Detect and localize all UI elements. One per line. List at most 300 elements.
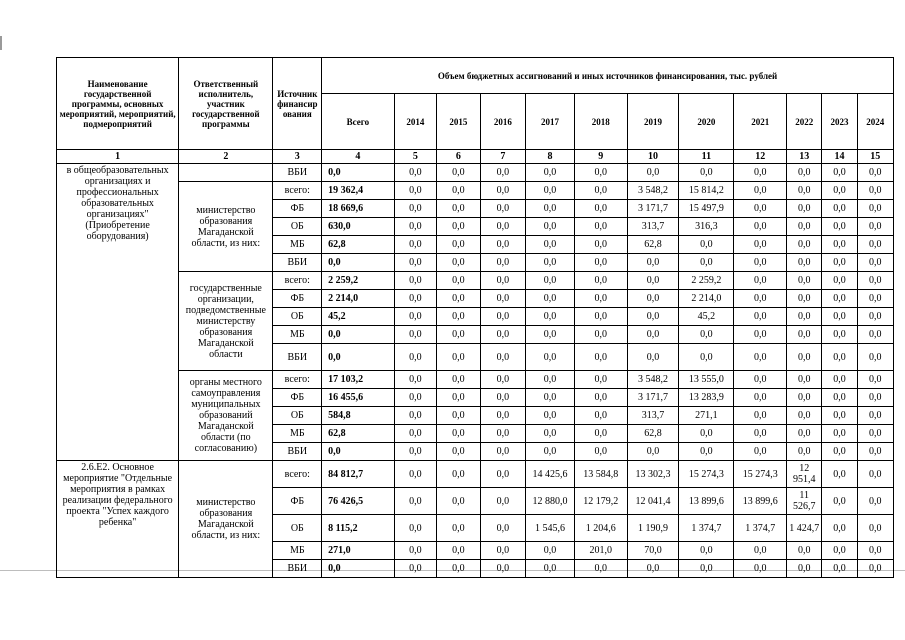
total-value: 45,2: [322, 308, 395, 326]
header-year: 2016: [480, 94, 526, 150]
year-value: 0,0: [394, 371, 436, 389]
year-value: 0,0: [480, 308, 526, 326]
year-value: 0,0: [627, 272, 679, 290]
year-value: 0,0: [526, 218, 575, 236]
header-program-name: Наименование государственной программы, основных мероприятий, мероприятий, подмероприятий: [57, 58, 179, 150]
header-executor: Ответственный исполнитель, участник государственной программы: [179, 58, 273, 150]
year-value: 0,0: [857, 371, 893, 389]
year-value: 1 190,9: [627, 515, 679, 542]
year-value: 0,0: [822, 542, 857, 560]
year-value: 14 425,6: [526, 461, 575, 488]
table-row: [57, 272, 894, 290]
year-value: 0,0: [734, 200, 787, 218]
year-value: 0,0: [437, 515, 481, 542]
year-value: 0,0: [679, 164, 734, 182]
source-type: МБ: [273, 326, 322, 344]
header-year: 2023: [822, 94, 857, 150]
year-value: 0,0: [734, 308, 787, 326]
year-value: 0,0: [437, 164, 481, 182]
year-value: 0,0: [394, 236, 436, 254]
year-value: 0,0: [822, 182, 857, 200]
year-value: 0,0: [526, 236, 575, 254]
year-value: 0,0: [526, 254, 575, 272]
year-value: 0,0: [526, 443, 575, 461]
year-value: 0,0: [857, 236, 893, 254]
year-value: 316,3: [679, 218, 734, 236]
year-value: 0,0: [787, 560, 822, 578]
year-value: 0,0: [679, 236, 734, 254]
year-value: 0,0: [857, 326, 893, 344]
source-type: ВБИ: [273, 443, 322, 461]
year-value: 0,0: [679, 542, 734, 560]
year-value: 0,0: [574, 560, 627, 578]
year-value: 0,0: [734, 182, 787, 200]
source-type: ОБ: [273, 407, 322, 425]
year-value: 0,0: [857, 389, 893, 407]
year-value: 0,0: [574, 389, 627, 407]
year-value: 0,0: [857, 344, 893, 371]
column-number: 13: [787, 150, 822, 164]
year-value: 0,0: [857, 290, 893, 308]
year-value: 0,0: [787, 308, 822, 326]
year-value: 0,0: [526, 389, 575, 407]
source-type: МБ: [273, 542, 322, 560]
year-value: 0,0: [526, 182, 575, 200]
year-value: 0,0: [437, 560, 481, 578]
year-value: 0,0: [822, 290, 857, 308]
column-number: 1: [57, 150, 179, 164]
year-value: 0,0: [480, 272, 526, 290]
year-value: 0,0: [526, 371, 575, 389]
year-value: 0,0: [437, 488, 481, 515]
year-value: 1 204,6: [574, 515, 627, 542]
source-type: ВБИ: [273, 344, 322, 371]
year-value: 0,0: [627, 443, 679, 461]
column-number-row: [57, 150, 894, 164]
year-value: 0,0: [480, 515, 526, 542]
year-value: 0,0: [734, 542, 787, 560]
year-value: 15 497,9: [679, 200, 734, 218]
year-value: 15 274,3: [679, 461, 734, 488]
year-value: 0,0: [437, 326, 481, 344]
year-value: 0,0: [480, 488, 526, 515]
year-value: 0,0: [574, 308, 627, 326]
year-value: 0,0: [857, 425, 893, 443]
column-number: 2: [179, 150, 273, 164]
year-value: 0,0: [822, 344, 857, 371]
year-value: 0,0: [526, 542, 575, 560]
source-type: ВБИ: [273, 164, 322, 182]
year-value: 0,0: [480, 254, 526, 272]
year-value: 70,0: [627, 542, 679, 560]
total-value: 84 812,7: [322, 461, 395, 488]
year-value: 0,0: [437, 236, 481, 254]
year-value: 0,0: [394, 308, 436, 326]
year-value: 13 899,6: [734, 488, 787, 515]
margin-mark: [0, 36, 2, 50]
year-value: 0,0: [627, 308, 679, 326]
year-value: 11 526,7: [787, 488, 822, 515]
total-value: 19 362,4: [322, 182, 395, 200]
year-value: 3 548,2: [627, 182, 679, 200]
year-value: 0,0: [857, 308, 893, 326]
year-value: 0,0: [394, 425, 436, 443]
source-type: МБ: [273, 425, 322, 443]
year-value: 0,0: [526, 272, 575, 290]
year-value: 12 179,2: [574, 488, 627, 515]
year-value: 313,7: [627, 218, 679, 236]
total-value: 17 103,2: [322, 371, 395, 389]
total-value: 16 455,6: [322, 389, 395, 407]
year-value: 0,0: [437, 182, 481, 200]
table-row: [57, 461, 894, 488]
year-value: 0,0: [480, 425, 526, 443]
year-value: 0,0: [734, 254, 787, 272]
header-budget-group: Объем бюджетных ассигнований и иных источников финансирования, тыс. рублей: [322, 58, 894, 94]
year-value: 0,0: [574, 272, 627, 290]
year-value: 0,0: [437, 200, 481, 218]
year-value: 0,0: [857, 182, 893, 200]
header-year: 2017: [526, 94, 575, 150]
year-value: 0,0: [734, 326, 787, 344]
year-value: 0,0: [480, 344, 526, 371]
year-value: 0,0: [526, 308, 575, 326]
year-value: 0,0: [480, 389, 526, 407]
year-value: 0,0: [627, 254, 679, 272]
total-value: 584,8: [322, 407, 395, 425]
executor-cell: государственные организации, подведомственные министерству образования Магаданской области: [179, 272, 273, 371]
year-value: 0,0: [787, 254, 822, 272]
year-value: 0,0: [394, 218, 436, 236]
year-value: 0,0: [734, 425, 787, 443]
year-value: 0,0: [437, 308, 481, 326]
year-value: 0,0: [480, 461, 526, 488]
year-value: 1 424,7: [787, 515, 822, 542]
year-value: 0,0: [394, 254, 436, 272]
year-value: 0,0: [822, 560, 857, 578]
source-type: всего:: [273, 371, 322, 389]
year-value: 0,0: [787, 425, 822, 443]
year-value: 0,0: [822, 461, 857, 488]
column-number: 3: [273, 150, 322, 164]
source-type: ФБ: [273, 200, 322, 218]
source-type: всего:: [273, 272, 322, 290]
year-value: 0,0: [679, 344, 734, 371]
year-value: 0,0: [526, 344, 575, 371]
year-value: 0,0: [574, 218, 627, 236]
year-value: 0,0: [574, 443, 627, 461]
year-value: 0,0: [787, 164, 822, 182]
year-value: 0,0: [734, 218, 787, 236]
year-value: 0,0: [394, 326, 436, 344]
year-value: 0,0: [822, 389, 857, 407]
year-value: 0,0: [734, 407, 787, 425]
year-value: 0,0: [574, 407, 627, 425]
year-value: 0,0: [734, 371, 787, 389]
table-row: [57, 164, 894, 182]
source-type: ФБ: [273, 488, 322, 515]
executor-cell: органы местного самоуправления муниципальных образований Магаданской области (по согласованию): [179, 371, 273, 461]
column-number: 14: [822, 150, 857, 164]
program-name-cell: в общеобразовательных организациях и профессиональных образовательных организациях" (Приобретение оборудования): [57, 164, 179, 461]
year-value: 13 584,8: [574, 461, 627, 488]
source-type: ФБ: [273, 389, 322, 407]
year-value: 15 814,2: [679, 182, 734, 200]
header-year: 2018: [574, 94, 627, 150]
year-value: 0,0: [857, 461, 893, 488]
year-value: 0,0: [480, 542, 526, 560]
year-value: 0,0: [437, 389, 481, 407]
year-value: 0,0: [574, 164, 627, 182]
year-value: 0,0: [480, 182, 526, 200]
year-value: 0,0: [394, 164, 436, 182]
total-value: 62,8: [322, 425, 395, 443]
column-number: 9: [574, 150, 627, 164]
total-value: 0,0: [322, 344, 395, 371]
column-number: 10: [627, 150, 679, 164]
year-value: 0,0: [437, 254, 481, 272]
year-value: 201,0: [574, 542, 627, 560]
year-value: 0,0: [734, 290, 787, 308]
source-type: МБ: [273, 236, 322, 254]
year-value: 0,0: [394, 182, 436, 200]
year-value: 0,0: [679, 326, 734, 344]
total-value: 0,0: [322, 164, 395, 182]
year-value: 62,8: [627, 425, 679, 443]
year-value: 0,0: [526, 290, 575, 308]
year-value: 0,0: [394, 200, 436, 218]
header-year: 2020: [679, 94, 734, 150]
year-value: 1 545,6: [526, 515, 575, 542]
column-number: 6: [437, 150, 481, 164]
year-value: 12 880,0: [526, 488, 575, 515]
year-value: 0,0: [822, 272, 857, 290]
year-value: 0,0: [480, 560, 526, 578]
year-value: 0,0: [394, 515, 436, 542]
year-value: 0,0: [574, 290, 627, 308]
year-value: 0,0: [394, 443, 436, 461]
program-name-cell: 2.6.Е2. Основное мероприятие "Отдельные мероприятия в рамках реализации федерального проекта "Успех каждого ребенка": [57, 461, 179, 578]
year-value: 0,0: [480, 200, 526, 218]
year-value: 0,0: [857, 560, 893, 578]
year-value: 0,0: [734, 236, 787, 254]
year-value: 0,0: [679, 560, 734, 578]
year-value: 271,1: [679, 407, 734, 425]
header-year: 2022: [787, 94, 822, 150]
column-number: 8: [526, 150, 575, 164]
year-value: 0,0: [526, 164, 575, 182]
year-value: 0,0: [394, 461, 436, 488]
year-value: 0,0: [437, 218, 481, 236]
year-value: 0,0: [627, 290, 679, 308]
year-value: 0,0: [679, 425, 734, 443]
budget-table: [56, 57, 894, 578]
year-value: 2 214,0: [679, 290, 734, 308]
year-value: 0,0: [574, 326, 627, 344]
column-number: 5: [394, 150, 436, 164]
year-value: 0,0: [857, 515, 893, 542]
year-value: 1 374,7: [679, 515, 734, 542]
year-value: 0,0: [437, 542, 481, 560]
year-value: 0,0: [574, 371, 627, 389]
header-total: Всего: [322, 94, 395, 150]
year-value: 0,0: [480, 407, 526, 425]
year-value: 0,0: [787, 200, 822, 218]
total-value: 2 259,2: [322, 272, 395, 290]
year-value: 0,0: [857, 164, 893, 182]
source-type: ОБ: [273, 515, 322, 542]
year-value: 0,0: [394, 272, 436, 290]
header-source: Источник финансирования: [273, 58, 322, 150]
year-value: 1 374,7: [734, 515, 787, 542]
header-year: 2014: [394, 94, 436, 150]
year-value: 62,8: [627, 236, 679, 254]
year-value: 0,0: [787, 542, 822, 560]
year-value: 0,0: [437, 290, 481, 308]
column-number: 12: [734, 150, 787, 164]
executor-cell: министерство образования Магаданской области, из них:: [179, 461, 273, 578]
source-type: ОБ: [273, 218, 322, 236]
total-value: 0,0: [322, 254, 395, 272]
header-year: 2024: [857, 94, 893, 150]
year-value: 0,0: [822, 443, 857, 461]
header-year: 2021: [734, 94, 787, 150]
year-value: 0,0: [787, 326, 822, 344]
column-number: 7: [480, 150, 526, 164]
year-value: 0,0: [574, 425, 627, 443]
year-value: 13 555,0: [679, 371, 734, 389]
year-value: 0,0: [857, 218, 893, 236]
source-type: ВБИ: [273, 254, 322, 272]
year-value: 0,0: [787, 182, 822, 200]
year-value: 0,0: [822, 515, 857, 542]
year-value: 0,0: [787, 290, 822, 308]
year-value: 0,0: [822, 200, 857, 218]
total-value: 18 669,6: [322, 200, 395, 218]
source-type: ФБ: [273, 290, 322, 308]
year-value: 0,0: [734, 272, 787, 290]
year-value: 0,0: [679, 254, 734, 272]
year-value: 0,0: [526, 425, 575, 443]
year-value: 3 548,2: [627, 371, 679, 389]
table-row: [57, 371, 894, 389]
year-value: 0,0: [394, 389, 436, 407]
year-value: 3 171,7: [627, 389, 679, 407]
year-value: 0,0: [857, 254, 893, 272]
year-value: 0,0: [822, 407, 857, 425]
year-value: 13 899,6: [679, 488, 734, 515]
executor-cell: министерство образования Магаданской области, из них:: [179, 182, 273, 272]
year-value: 13 302,3: [627, 461, 679, 488]
column-number: 4: [322, 150, 395, 164]
year-value: 0,0: [480, 290, 526, 308]
year-value: 0,0: [437, 371, 481, 389]
total-value: 0,0: [322, 326, 395, 344]
source-type: ОБ: [273, 308, 322, 326]
year-value: 0,0: [526, 560, 575, 578]
year-value: 0,0: [734, 164, 787, 182]
year-value: 0,0: [437, 425, 481, 443]
year-value: 0,0: [822, 425, 857, 443]
year-value: 0,0: [857, 200, 893, 218]
column-number: 11: [679, 150, 734, 164]
year-value: 0,0: [574, 344, 627, 371]
year-value: 0,0: [394, 407, 436, 425]
year-value: 0,0: [787, 443, 822, 461]
year-value: 2 259,2: [679, 272, 734, 290]
year-value: 0,0: [480, 218, 526, 236]
year-value: 0,0: [394, 344, 436, 371]
year-value: 0,0: [437, 344, 481, 371]
year-value: 0,0: [822, 254, 857, 272]
year-value: 0,0: [787, 236, 822, 254]
year-value: 0,0: [734, 344, 787, 371]
year-value: 0,0: [437, 461, 481, 488]
year-value: 0,0: [787, 272, 822, 290]
total-value: 76 426,5: [322, 488, 395, 515]
year-value: 0,0: [857, 488, 893, 515]
total-value: 271,0: [322, 542, 395, 560]
year-value: 0,0: [394, 488, 436, 515]
total-value: 0,0: [322, 560, 395, 578]
year-value: 0,0: [437, 443, 481, 461]
total-value: 630,0: [322, 218, 395, 236]
year-value: 0,0: [574, 254, 627, 272]
year-value: 0,0: [787, 407, 822, 425]
year-value: 0,0: [480, 326, 526, 344]
year-value: 0,0: [787, 389, 822, 407]
year-value: 0,0: [679, 443, 734, 461]
year-value: 0,0: [787, 371, 822, 389]
year-value: 0,0: [480, 236, 526, 254]
year-value: 45,2: [679, 308, 734, 326]
year-value: 0,0: [857, 272, 893, 290]
year-value: 0,0: [822, 371, 857, 389]
executor-cell-empty: [179, 164, 273, 182]
year-value: 0,0: [822, 326, 857, 344]
year-value: 0,0: [822, 218, 857, 236]
year-value: 0,0: [394, 560, 436, 578]
year-value: 0,0: [394, 290, 436, 308]
year-value: 0,0: [480, 371, 526, 389]
year-value: 0,0: [857, 407, 893, 425]
year-value: 313,7: [627, 407, 679, 425]
year-value: 0,0: [857, 542, 893, 560]
year-value: 0,0: [787, 344, 822, 371]
year-value: 15 274,3: [734, 461, 787, 488]
total-value: 8 115,2: [322, 515, 395, 542]
year-value: 0,0: [627, 326, 679, 344]
header-year: 2015: [437, 94, 481, 150]
year-value: 0,0: [822, 236, 857, 254]
year-value: 0,0: [480, 164, 526, 182]
year-value: 0,0: [526, 407, 575, 425]
year-value: 0,0: [480, 443, 526, 461]
year-value: 0,0: [734, 389, 787, 407]
source-type: всего:: [273, 461, 322, 488]
column-number: 15: [857, 150, 893, 164]
year-value: 0,0: [787, 218, 822, 236]
year-value: 0,0: [526, 326, 575, 344]
year-value: 0,0: [734, 560, 787, 578]
year-value: 3 171,7: [627, 200, 679, 218]
year-value: 12 041,4: [627, 488, 679, 515]
year-value: 0,0: [627, 164, 679, 182]
total-value: 62,8: [322, 236, 395, 254]
total-value: 0,0: [322, 443, 395, 461]
year-value: 0,0: [574, 200, 627, 218]
year-value: 0,0: [822, 308, 857, 326]
